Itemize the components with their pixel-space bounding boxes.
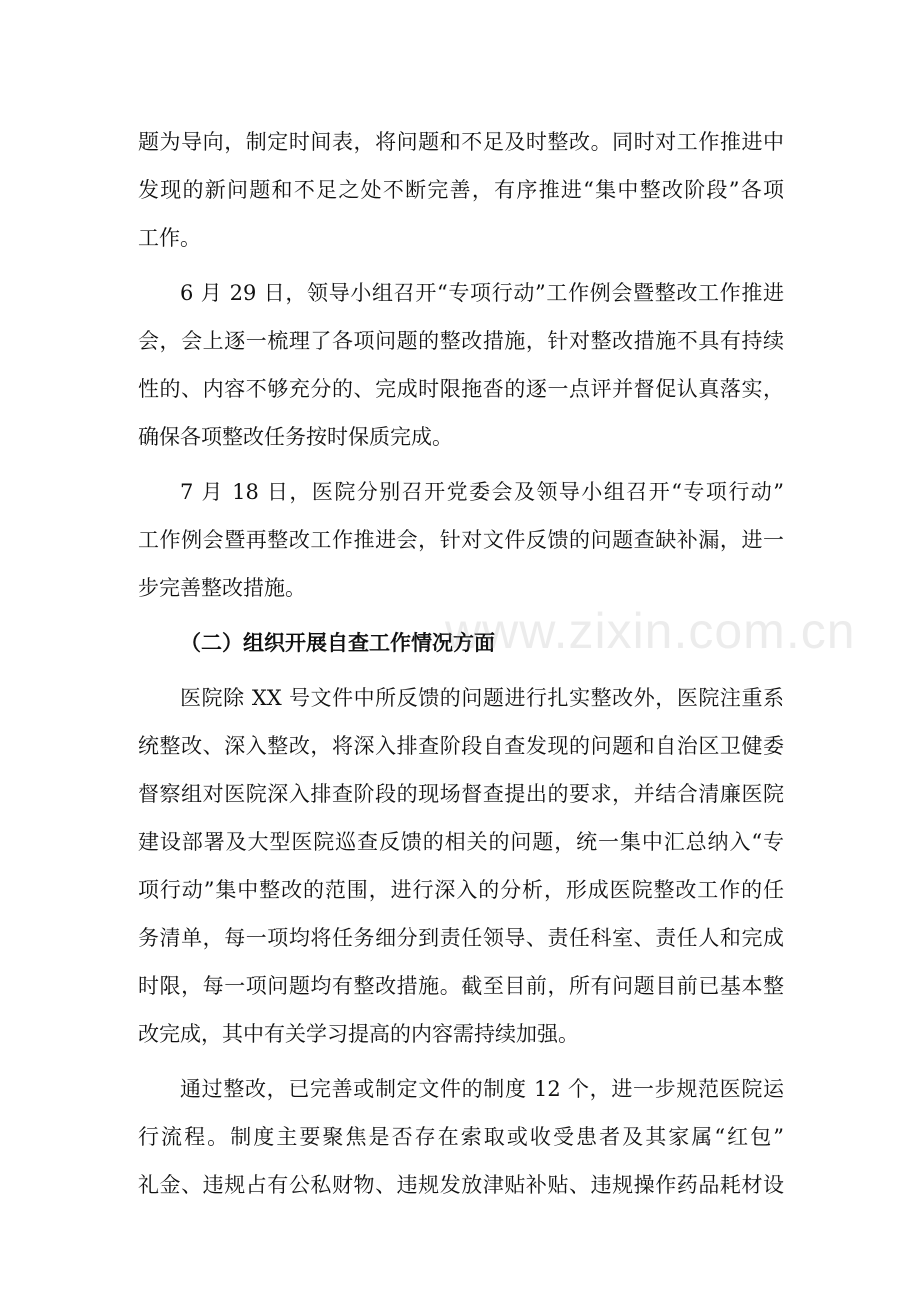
text-line: 督察组对医院深入排查阶段的现场督查提出的要求，并结合清廉医院 (138, 782, 784, 806)
paragraph-5 (138, 1065, 784, 1209)
text-line: 工作。 (138, 226, 201, 250)
text-line: 发现的新问题和不足之处不断完善，有序推进“集中整改阶段”各项 (138, 178, 784, 202)
text-line: 项行动”集中整改的范围，进行深入的分析，形成医院整改工作的任 (138, 878, 784, 902)
text-line: 行流程。制度主要聚焦是否存在索取或收受患者及其家属“红包” (138, 1125, 784, 1149)
text-line: 确保各项整改任务按时保质完成。 (138, 425, 453, 449)
text-line: 改完成，其中有关学习提高的内容需持续加强。 (138, 1022, 579, 1046)
watermark-text: www.zixin.com.cn (445, 603, 856, 659)
text-line: 务清单，每一项均将任务细分到责任领导、责任科室、责任人和完成 (138, 926, 784, 950)
text-line: 会，会上逐一梳理了各项问题的整改措施，针对整改措施不具有持续 (138, 329, 784, 353)
text-line: 礼金、违规占有公私财物、违规发放津贴补贴、违规操作药品耗材设 (138, 1173, 784, 1197)
text-line: 题为导向，制定时间表，将问题和不足及时整改。同时对工作推进中 (138, 130, 784, 154)
paragraph-3 (138, 468, 784, 612)
text-line: 医院除 XX 号文件中所反馈的问题进行扎实整改外，医院注重系 (180, 686, 784, 710)
text-line: 步完善整改措施。 (138, 576, 306, 600)
text-line: 时限，每一项问题均有整改措施。截至目前，所有问题目前已基本整 (138, 974, 784, 998)
text-line: 通过整改，已完善或制定文件的制度 12 个，进一步规范医院运 (180, 1077, 784, 1101)
section-heading: （二）组织开展自查工作情况方面 (180, 631, 495, 655)
paragraph-2 (138, 269, 784, 461)
paragraph-4 (138, 674, 784, 1058)
paragraph-1 (138, 118, 784, 262)
document-body (138, 118, 784, 1209)
text-line: 性的、内容不够充分的、完成时限拖沓的逐一点评并督促认真落实， (138, 377, 784, 401)
text-line: 工作例会暨再整改工作推进会，针对文件反馈的问题查缺补漏，进一 (138, 528, 784, 552)
text-line: 统整改、深入整改，将深入排查阶段自查发现的问题和自治区卫健委 (138, 734, 784, 758)
text-line: 6 月 29 日，领导小组召开“专项行动”工作例会暨整改工作推进 (180, 281, 784, 305)
text-line: 建设部署及大型医院巡查反馈的相关的问题，统一集中汇总纳入“专 (138, 830, 784, 854)
text-line: 7 月 18 日，医院分别召开党委会及领导小组召开“专项行动” (180, 480, 784, 504)
